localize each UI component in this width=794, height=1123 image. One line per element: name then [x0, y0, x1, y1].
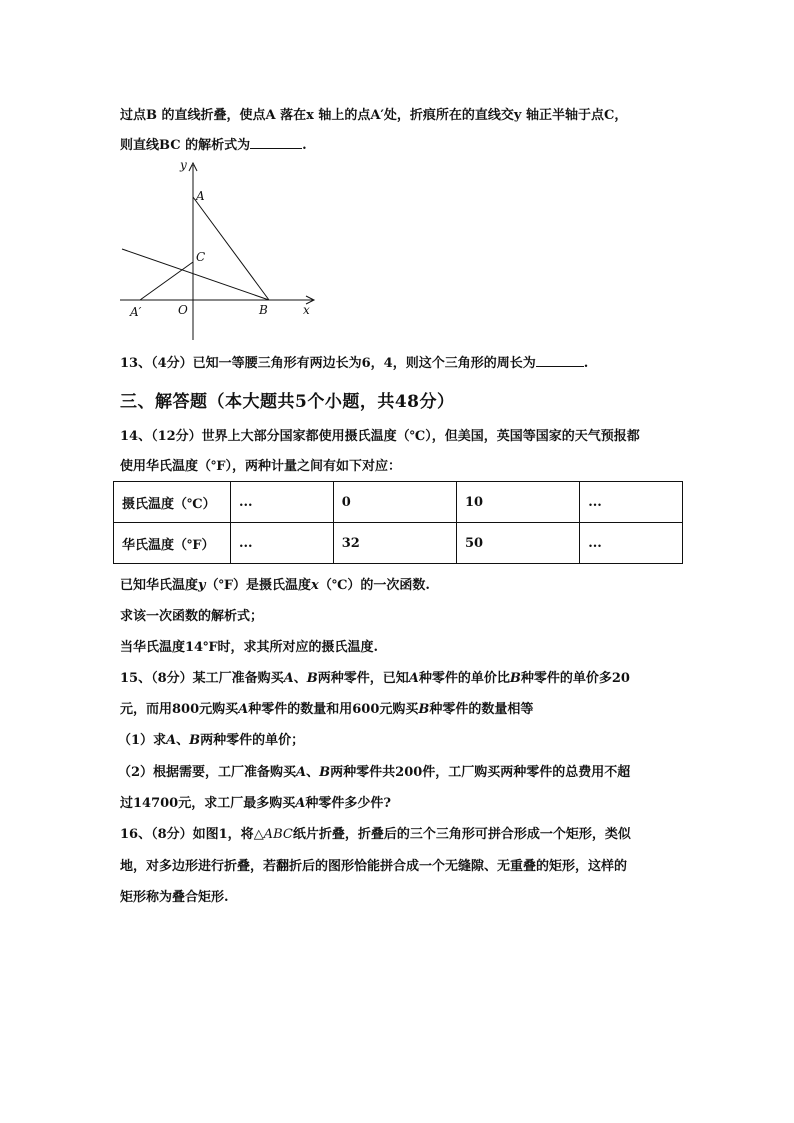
q15-l1-d: 种零件的单价比 [418, 671, 510, 686]
q12-line-2-text: 则直线BC 的解析式为 [120, 138, 251, 153]
table-cell: 摄氏温度（℃） [114, 482, 231, 523]
answer-blank-12 [250, 134, 302, 149]
coordinate-figure [110, 155, 330, 345]
temperature-table [113, 481, 683, 564]
table-cell: 32 [333, 523, 456, 564]
var-a: A [295, 796, 306, 811]
q15-part-1 [118, 729, 304, 748]
q15-p1-a: （1）求 [118, 733, 167, 748]
q15-part-2-cont [120, 792, 391, 811]
q16-line-1 [120, 823, 631, 842]
table-cell: 10 [456, 482, 579, 523]
q14-line-1: 14、（12分）世界上大部分国家都使用摄氏温度（℃），但美国，英国等国家的天气预报都 [120, 429, 640, 444]
q16-line-3: 矩形称为叠合矩形. [120, 890, 229, 905]
label-b: B [259, 303, 268, 317]
segment-a-prime-c [140, 262, 193, 300]
table-cell: ... [231, 523, 334, 564]
q15-p1-c: 两种零件的单价； [200, 733, 305, 748]
label-a: A [196, 189, 205, 203]
var-a: A [238, 702, 249, 717]
var-b: B [306, 671, 318, 686]
q13-line [120, 352, 588, 371]
label-a-prime: A′ [130, 305, 142, 319]
triangle-abc: △ABC [253, 827, 293, 842]
table-cell: 0 [333, 482, 456, 523]
section-3-title: 三、解答题（本大题共5个小题，共48分） [120, 392, 455, 412]
q15-p2-c: 两种零件共200件，工厂购买两种零件的总费用不超 [330, 765, 631, 780]
table-row [114, 482, 683, 523]
q15-l2-c: 种零件的数量相等 [429, 702, 534, 717]
q15-l2-a: 元，而用800元购买 [120, 702, 239, 717]
q15-part-2 [118, 761, 630, 780]
q14-ask-1: 求该一次函数的解析式； [120, 609, 264, 624]
var-a: A [296, 765, 307, 780]
var-b: B [319, 765, 331, 780]
q12-line-1: 过点B 的直线折叠，使点A 落在x 轴上的点A′处，折痕所在的直线交y 轴正半轴于点C， [120, 108, 628, 123]
var-b: B [189, 733, 201, 748]
var-y: y [198, 578, 206, 593]
q15-p1-b: 、 [176, 733, 190, 748]
var-a: A [408, 671, 419, 686]
table-cell: 50 [456, 523, 579, 564]
label-c: C [196, 250, 206, 264]
q15-p3-a: 过14700元，求工厂最多购买 [120, 796, 296, 811]
table-cell: ... [580, 523, 683, 564]
q16-line-2: 地，对多边形进行折叠，若翻折后的图形恰能拼合成一个无缝隙、无重叠的矩形，这样的 [120, 859, 628, 874]
label-y: y [180, 158, 187, 172]
var-b: B [509, 671, 521, 686]
q15-line-1 [120, 667, 630, 686]
var-x: x [311, 578, 319, 593]
q16-l1-a: 16、（8分）如图1，将 [120, 827, 254, 842]
q15-p3-b: 种零件多少件? [305, 796, 391, 811]
q14-ask-2: 当华氏温度14℉时，求其所对应的摄氏温度. [120, 640, 379, 655]
var-a: A [166, 733, 177, 748]
label-x: x [303, 303, 310, 317]
var-a: A [283, 671, 294, 686]
q15-p2-a: （2）根据需要，工厂准备购买 [118, 765, 297, 780]
q15-l1-c: 两种零件，已知 [317, 671, 409, 686]
q15-l1-e: 种零件的单价多20 [520, 671, 630, 686]
q15-l1-b: 、 [293, 671, 307, 686]
q12-line-2 [120, 134, 307, 153]
q13-text: 13、（4分）已知一等腰三角形有两边长为6，4，则这个三角形的周长为 [120, 356, 536, 371]
table-cell: 华氏温度（℉） [114, 523, 231, 564]
q14-stmt-pre: 已知华氏温度 [120, 578, 199, 593]
var-b: B [418, 702, 430, 717]
label-o: O [178, 303, 188, 317]
q13-period: . [583, 356, 589, 371]
q14-stmt-mid: （℉）是摄氏温度 [205, 578, 312, 593]
answer-blank-13 [536, 352, 584, 367]
q14-statement [120, 574, 430, 593]
q15-l1-a: 15、（8分）某工厂准备购买 [120, 671, 284, 686]
q15-line-2 [120, 698, 533, 717]
segment-ab [193, 197, 269, 300]
q14-line-2: 使用华氏温度（℉），两种计量之间有如下对应： [120, 459, 401, 474]
table-cell: ... [231, 482, 334, 523]
q15-p2-b: 、 [306, 765, 320, 780]
q14-stmt-post: （℃）的一次函数. [318, 578, 430, 593]
table-row [114, 523, 683, 564]
q15-l2-b: 种零件的数量和用600元购买 [248, 702, 419, 717]
q16-l1-b: 纸片折叠，折叠后的三个三角形可拼合形成一个矩形，类似 [292, 827, 631, 842]
table-cell: ... [580, 482, 683, 523]
q12-period: . [302, 138, 307, 153]
